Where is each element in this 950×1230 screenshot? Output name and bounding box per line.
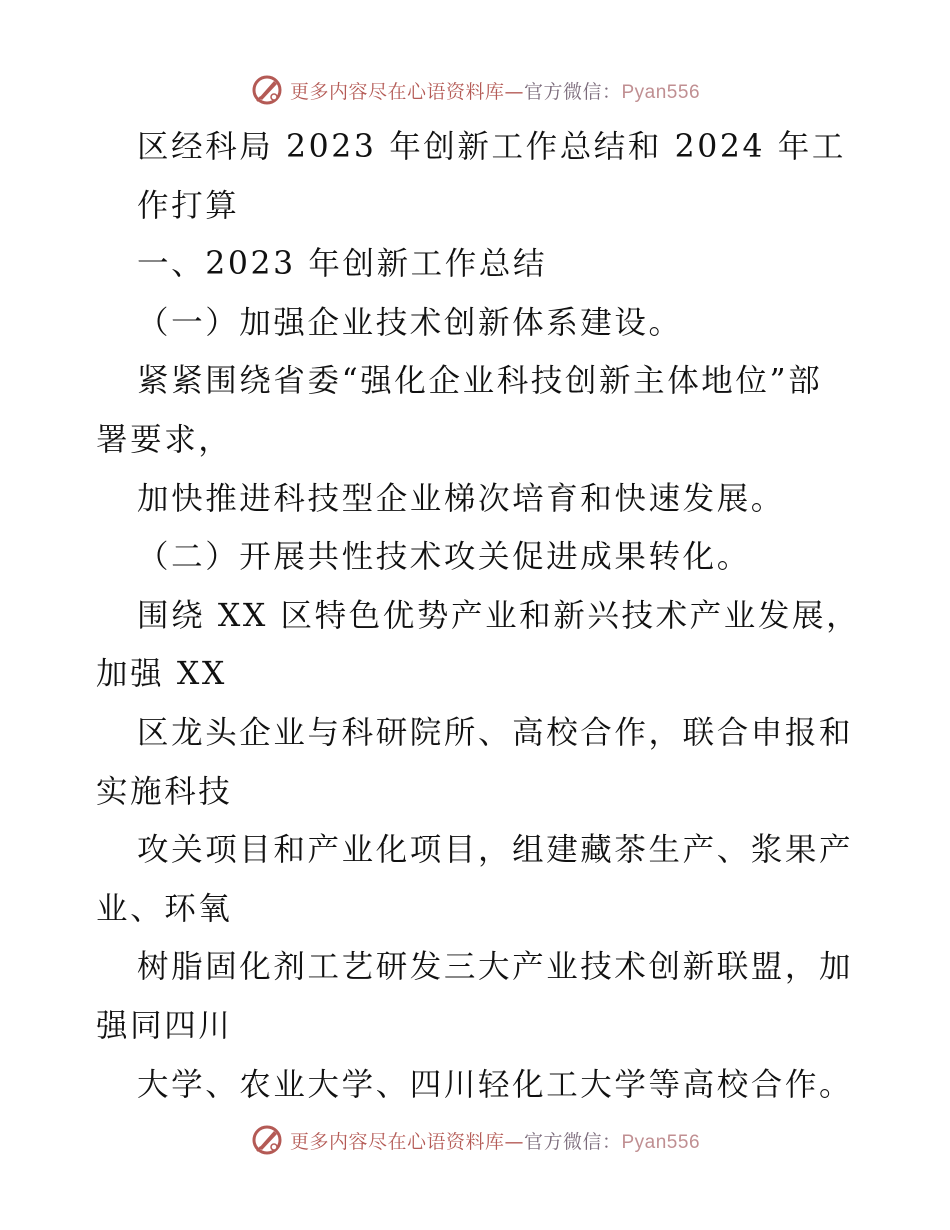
paragraph-4-line-2: 实施科技 <box>96 773 233 810</box>
paragraph-5-line-2: 业、环氧 <box>96 890 233 927</box>
paragraph-1-line-1: 紧紧围绕省委“强化企业科技创新主体地位”部 <box>137 363 823 400</box>
paragraph-6-line-2: 强同四川 <box>96 1007 233 1044</box>
paragraph-7-line-1: 大学、农业大学、四川轻化工大学等高校合作。 <box>137 1066 854 1103</box>
paragraph-5-line-1: 攻关项目和产业化项目，组建藏茶生产、浆果产 <box>137 832 854 869</box>
watermark-wechat-id: Pyan556 <box>621 81 701 103</box>
document-body <box>96 118 861 1114</box>
watermark-brand: 更多内容尽在心语资料库 <box>289 80 505 103</box>
doc-title-line-1: 区经科局 2023 年创新工作总结和 2024 年工 <box>137 129 846 165</box>
quill-pen-logo-icon <box>250 1123 284 1157</box>
paragraph-6-line-1: 树脂固化剂工艺研发三大产业技术创新联盟，加 <box>137 949 854 986</box>
watermark-wechat-id: Pyan556 <box>621 1131 701 1153</box>
footer-watermark <box>0 1120 950 1160</box>
header-watermark <box>0 70 950 110</box>
watermark-separator: — <box>504 1130 524 1153</box>
watermark-text <box>290 1127 700 1154</box>
paragraph-2-line-1: 加快推进科技型企业梯次培育和快速发展。 <box>137 480 785 517</box>
doc-title-line-2: 作打算 <box>137 187 240 224</box>
paragraph-4-line-1: 区龙头企业与科研院所、高校合作，联合申报和 <box>137 714 854 751</box>
subsection-heading-1: （一）加强企业技术创新体系建设。 <box>137 304 683 341</box>
paragraph-3-line-1: 围绕 XX 区特色优势产业和新兴技术产业发展， <box>137 597 861 634</box>
watermark-separator: — <box>504 80 524 103</box>
quill-pen-logo-icon <box>250 73 284 107</box>
watermark-wechat-label: 官方微信： <box>523 80 622 103</box>
subsection-heading-2: （二）开展共性技术攻关促进成果转化。 <box>137 539 751 576</box>
watermark-text <box>290 77 700 104</box>
paragraph-3-line-2: 加强 XX <box>96 656 227 693</box>
watermark-wechat-label: 官方微信： <box>523 1130 622 1153</box>
section-heading-1: 一、2023 年创新工作总结 <box>137 246 548 283</box>
watermark-brand: 更多内容尽在心语资料库 <box>289 1130 505 1153</box>
paragraph-1-line-2: 署要求， <box>96 421 233 458</box>
